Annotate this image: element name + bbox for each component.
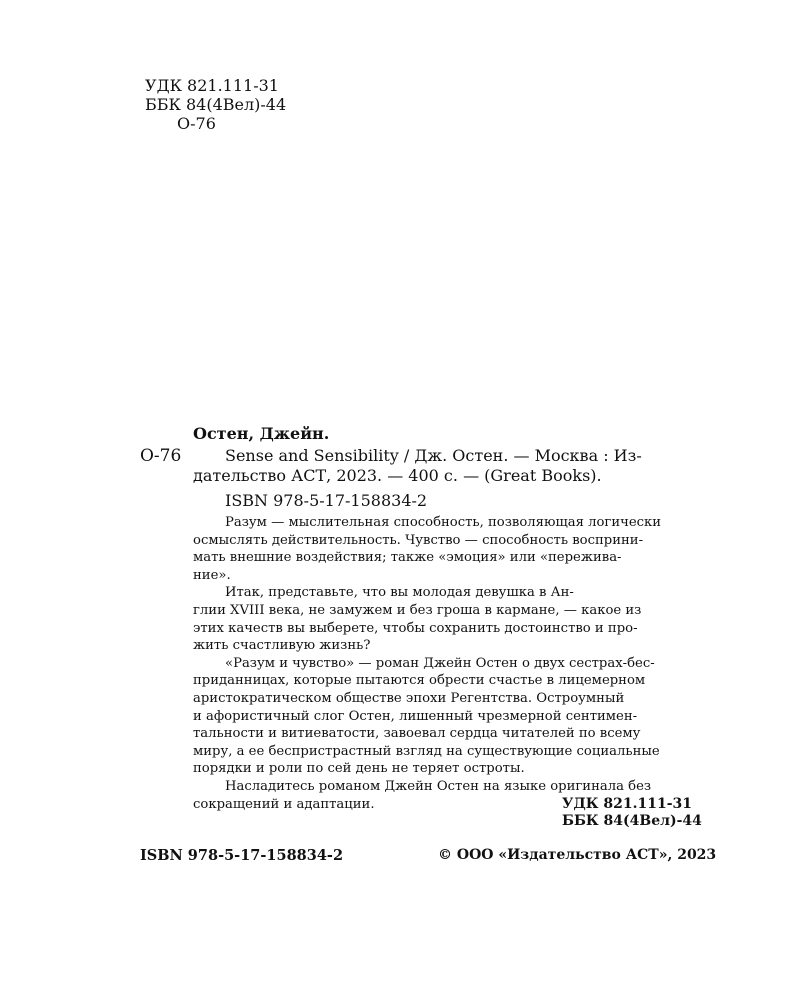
isbn-entry: ISBN 978-5-17-158834-2 — [225, 491, 428, 510]
annotation-line: миру, а ее беспристрастный взгляд на существующие социальные — [193, 743, 660, 759]
classification-block — [145, 76, 286, 133]
annotation-line: этих качеств вы выберете, чтобы сохранить достоинство и про- — [193, 620, 638, 636]
annotation-line: мать внешние воздействия; также «эмоция» или «пережива- — [193, 550, 622, 566]
annotation-paragraph — [193, 655, 698, 778]
bibliographic-entry — [193, 446, 700, 486]
annotation — [193, 514, 698, 813]
bib-line-1: Sense and Sensibility / Дж. Остен. — Москва : Из- — [225, 446, 642, 465]
annotation-line: Разум — мыслительная способность, позволяющая логически — [225, 515, 662, 530]
annotation-line: глии XVIII века, не замужем и без гроша в кармане, — какое из — [193, 602, 642, 618]
bottom-classification — [562, 796, 702, 830]
annotation-line: и афористичный слог Остен, лишенный чрезмерной сентимен- — [193, 708, 638, 724]
annotation-line: сокращений и адаптации. — [193, 796, 375, 812]
annotation-line: жить счастливую жизнь? — [193, 638, 371, 654]
copyright-notice: © ООО «Издательство АСТ», 2023 — [438, 847, 717, 863]
annotation-line: аристократическом обществе эпохи Регентства. Остроумный — [193, 690, 625, 706]
bib-line-2: дательство АСТ, 2023. — 400 с. — (Great Books). — [193, 466, 602, 485]
annotation-paragraph — [193, 514, 698, 584]
annotation-line: Насладитесь романом Джейн Остен на языке оригинала без — [225, 778, 652, 794]
author-mark: О-76 — [177, 114, 216, 133]
isbn-footer: ISBN 978-5-17-158834-2 — [140, 847, 344, 864]
bbk-code-bottom: ББК 84(4Вел)-44 — [562, 813, 702, 829]
annotation-line: приданницах, которые пытаются обрести счастье в лицемерном — [193, 673, 646, 689]
annotation-paragraph — [193, 584, 698, 654]
bbk-code: ББК 84(4Вел)-44 — [145, 95, 287, 114]
annotation-line: «Разум и чувство» — роман Джейн Остен о двух сестрах-бес- — [225, 655, 655, 671]
udk-code: УДК 821.111-31 — [145, 76, 279, 95]
annotation-line: Итак, представьте, что вы молодая девушка в Ан- — [225, 585, 574, 601]
udk-code-bottom: УДК 821.111-31 — [562, 796, 693, 812]
annotation-line: ние». — [193, 567, 231, 583]
annotation-line: порядки и роли по сей день не теряет остроты. — [193, 761, 525, 777]
bib-author-mark: О-76 — [140, 446, 182, 466]
annotation-line: тальности и витиеватости, завоевал сердца читателей по всему — [193, 726, 641, 742]
author-heading: Остен, Джейн. — [193, 424, 330, 443]
annotation-line: осмыслять действительность. Чувство — способность восприни- — [193, 532, 644, 548]
